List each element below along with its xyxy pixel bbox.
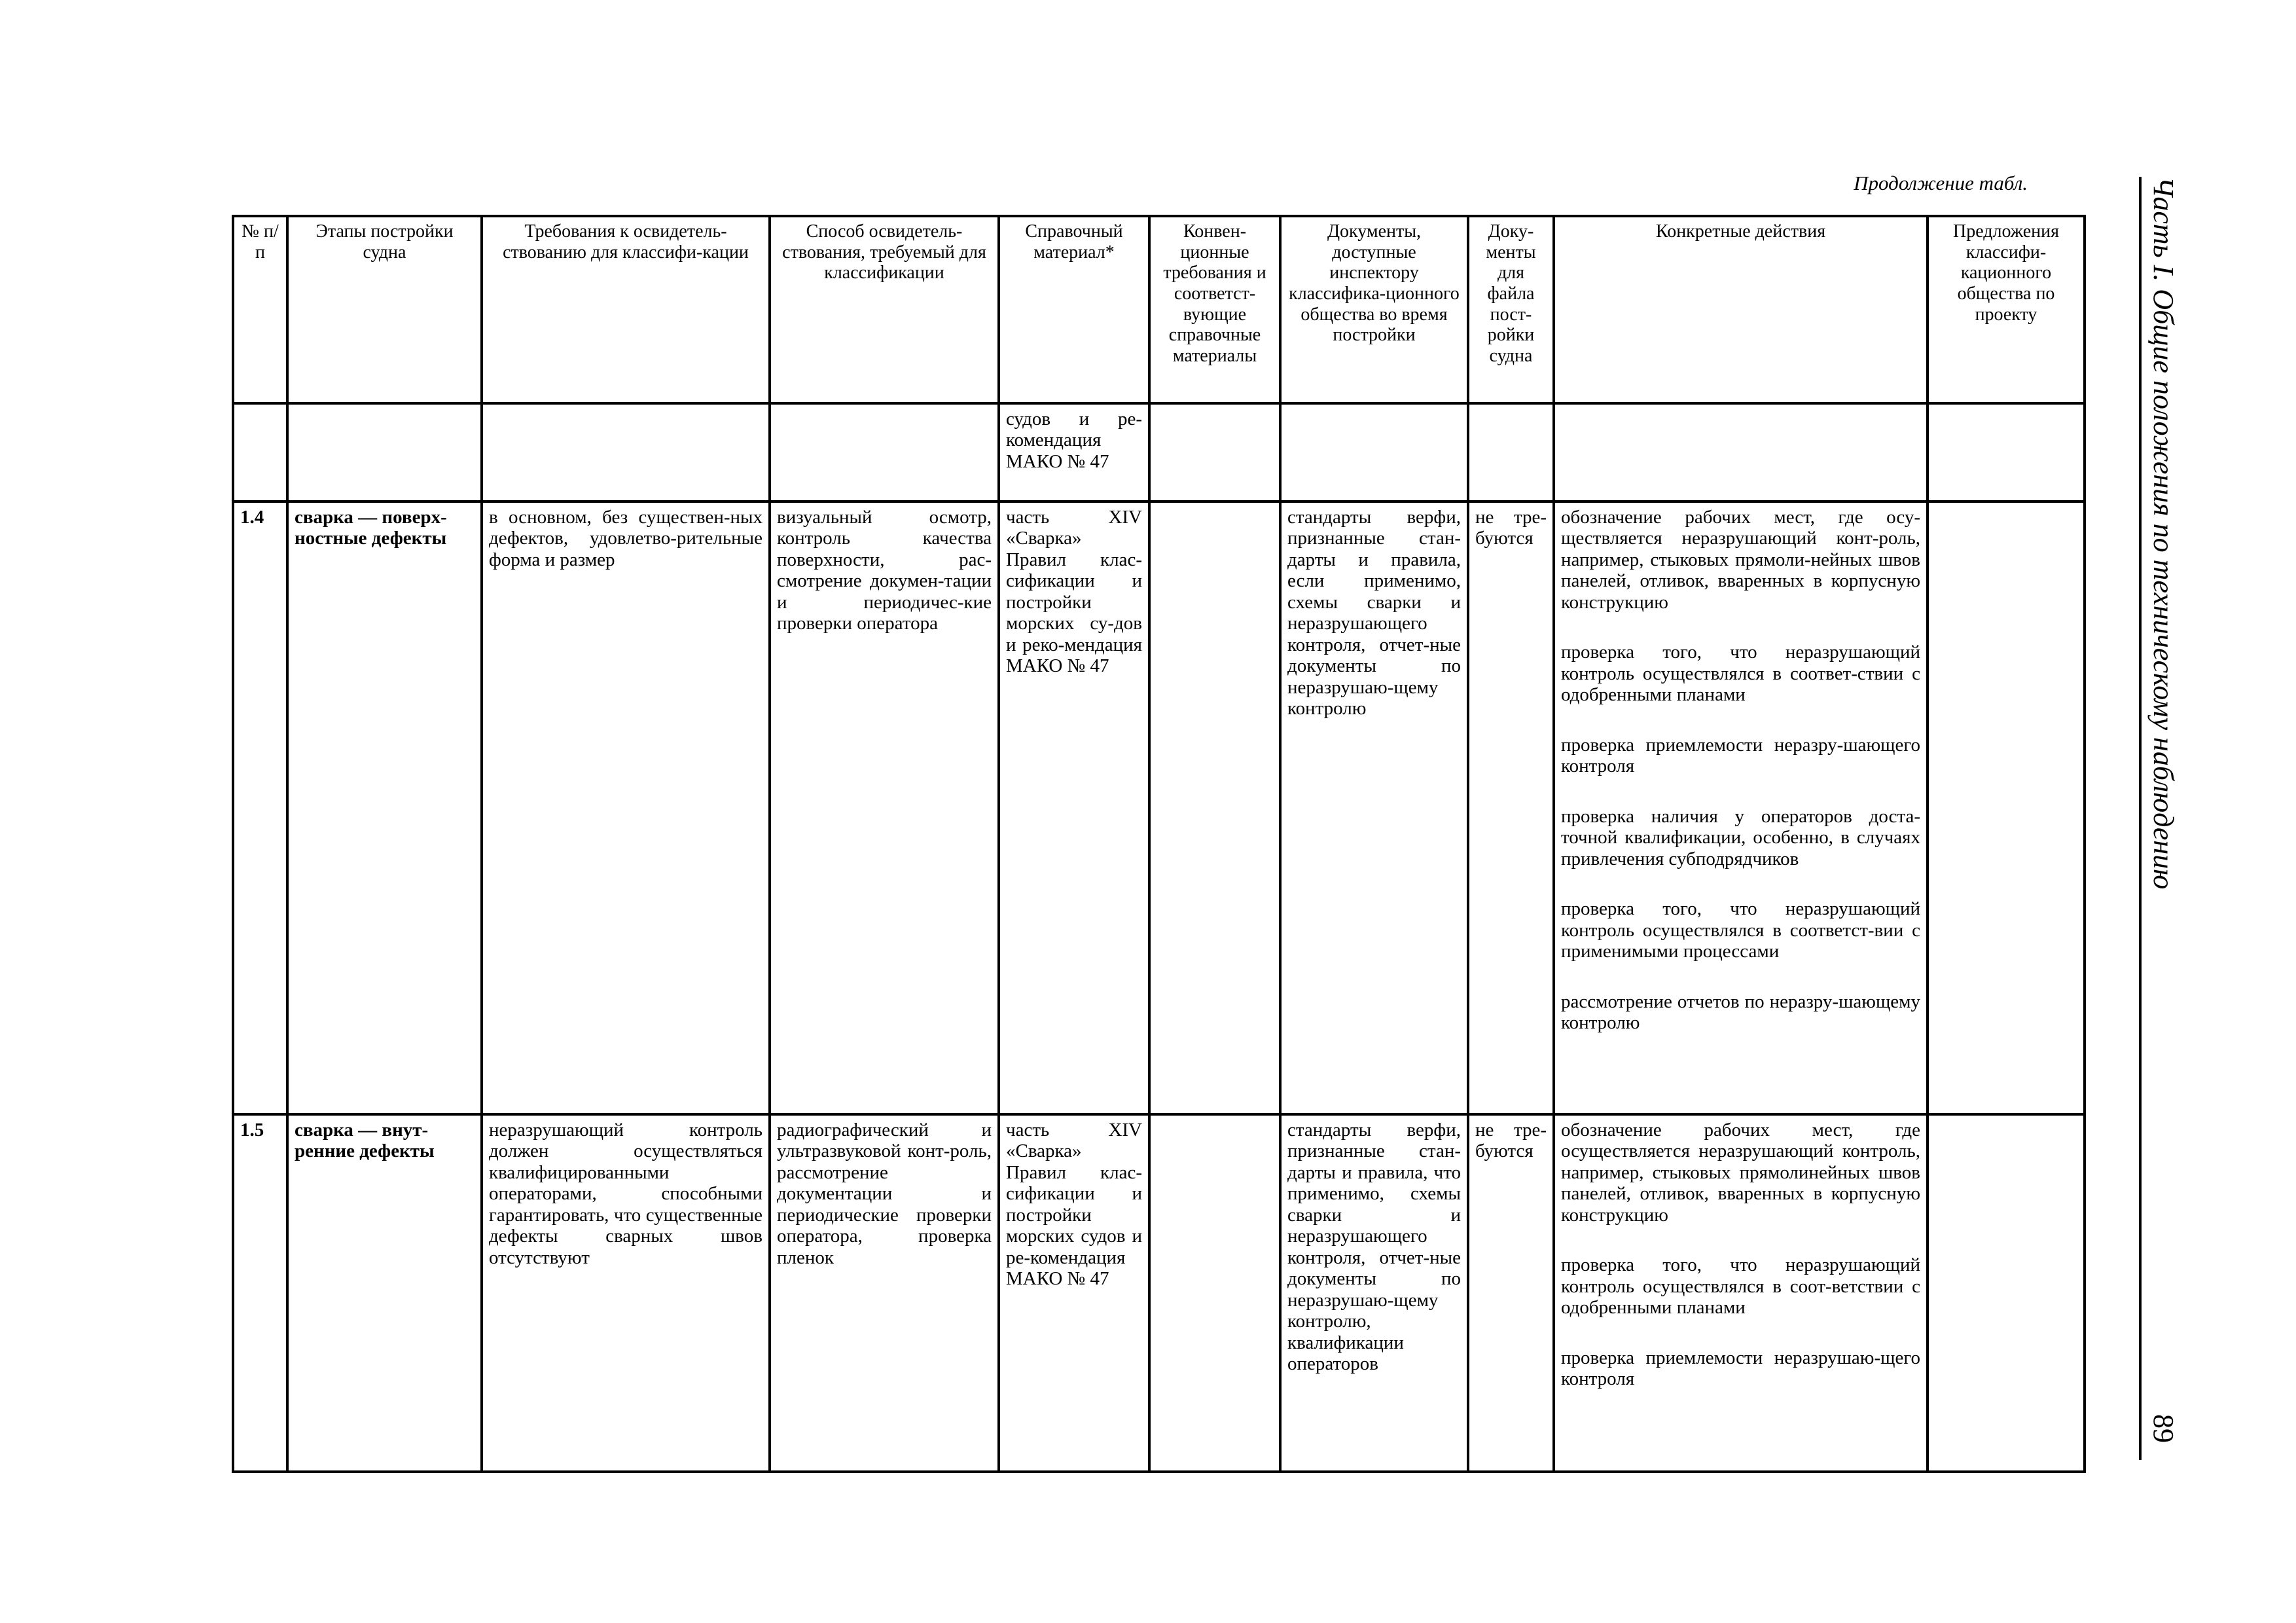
cell-stage <box>287 1114 482 1472</box>
survey-table <box>232 215 2086 1473</box>
continuation-label: Продолжение табл. <box>1854 172 2028 194</box>
column-header: Справочный материал* <box>999 216 1149 403</box>
column-header: № п/п <box>233 216 287 403</box>
action-item: проверка наличия у операторов доста-точной квалификации, особенно, в случаях привлечения субподрядчиков <box>1561 805 1920 869</box>
side-title: Часть I. Общие положения по техническому наблюдению <box>2147 177 2179 890</box>
cell-file-docs: не тре-буются <box>1468 501 1554 1114</box>
side-rule <box>2139 177 2142 1460</box>
cell-proposals <box>1928 403 2085 501</box>
table-header-row <box>233 216 2085 403</box>
action-item: рассмотрение отчетов по неразру-шающему контролю <box>1561 991 1920 1033</box>
cell-requirements: неразрушающий контроль должен осуществляться квалифицированными операторами, способными гарантировать, что существенные дефекты сварных швов отсутствуют <box>482 1114 770 1472</box>
cell-convention <box>1149 1114 1280 1472</box>
cell-convention <box>1149 501 1280 1114</box>
column-header: Доку-менты для файла пост-ройки судна <box>1468 216 1554 403</box>
cell-reference: судов и ре-комендация МАКО № 47 <box>999 403 1149 501</box>
cell-reference: часть XIV «Сварка» Правил клас-сификации и постройки морских судов и ре-комендация МАКО № 47 <box>999 1114 1149 1472</box>
cell-convention <box>1149 403 1280 501</box>
cell-file-docs: не тре-буются <box>1468 1114 1554 1472</box>
column-header: Этапы постройки судна <box>287 216 482 403</box>
cell-documents: стандарты верфи, признанные стан-дарты и правила, что применимо, схемы сварки и неразрушающего контроля, отчет-ные документы по неразрушаю-щему контролю, квалификации операторов <box>1280 1114 1468 1472</box>
cell-documents <box>1280 403 1468 501</box>
cell-num: 1.4 <box>233 501 287 1114</box>
column-header: Требования к освидетель-ствованию для классифи-кации <box>482 216 770 403</box>
cell-documents: стандарты верфи, признанные стан-дарты и правила, если применимо, схемы сварки и неразрушающего контроля, отчет-ные документы по неразрушаю-щему контролю <box>1280 501 1468 1114</box>
page-number: 89 <box>2147 1414 2179 1443</box>
cell-file-docs <box>1468 403 1554 501</box>
cell-requirements: в основном, без существен-ных дефектов, удовлетво-рительные форма и размер <box>482 501 770 1114</box>
cell-num: 1.5 <box>233 1114 287 1472</box>
cell-stage <box>287 403 482 501</box>
column-header: Конкретные действия <box>1554 216 1928 403</box>
action-item: проверка того, что неразрушающий контроль осуществлялся в соответст-вии с применимыми процессами <box>1561 898 1920 962</box>
column-header: Конвен-ционные требования и соответст-вующие справочные материалы <box>1149 216 1280 403</box>
table-row <box>233 501 2085 1114</box>
column-header: Документы, доступные инспектору классифика-ционного общества во время постройки <box>1280 216 1468 403</box>
action-item: проверка приемлемости неразрушаю-щего контроля <box>1561 1347 1920 1390</box>
action-item: проверка того, что неразрушающий контроль осуществлялся в соот-ветствии с одобренными планами <box>1561 1254 1920 1319</box>
cell-reference: часть XIV «Сварка» Правил клас-сификации и постройки морских су-дов и реко-мендация МАКО № 47 <box>999 501 1149 1114</box>
column-header: Предложения классифи-кационного общества по проекту <box>1928 216 2085 403</box>
column-header: Способ освидетель-ствования, требуемый для классификации <box>770 216 999 403</box>
table-row <box>233 403 2085 501</box>
action-item: обозначение рабочих мест, где осу-ществляется неразрушающий конт-роль, например, стыковых прямоли-нейных швов панелей, отливок, вваренных в корпусную конструкцию <box>1561 507 1920 613</box>
cell-proposals <box>1928 501 2085 1114</box>
action-item: проверка приемлемости неразру-шающего контроля <box>1561 734 1920 777</box>
action-item: обозначение рабочих мест, где осуществляется неразрушающий контроль, например, стыковых прямолинейных швов панелей, отливок, вваренных в корпусную конструкцию <box>1561 1120 1920 1226</box>
cell-num <box>233 403 287 501</box>
cell-actions <box>1554 501 1928 1114</box>
cell-proposals <box>1928 1114 2085 1472</box>
cell-requirements <box>482 403 770 501</box>
cell-stage <box>287 501 482 1114</box>
cell-method: визуальный осмотр, контроль качества поверхности, рас-смотрение докумен-тации и периодичес-кие проверки оператора <box>770 501 999 1114</box>
action-item: проверка того, что неразрушающий контроль осуществлялся в соответ-ствии с одобренными планами <box>1561 642 1920 706</box>
stage-text: сварка — внут-ренние дефекты <box>295 1120 435 1162</box>
stage-text: сварка — поверх-ностные дефекты <box>295 507 447 549</box>
table-row <box>233 1114 2085 1472</box>
cell-method: радиографический и ультразвуковой конт-роль, рассмотрение документации и периодические проверки оператора, проверка пленок <box>770 1114 999 1472</box>
cell-method <box>770 403 999 501</box>
cell-actions <box>1554 1114 1928 1472</box>
cell-actions <box>1554 403 1928 501</box>
